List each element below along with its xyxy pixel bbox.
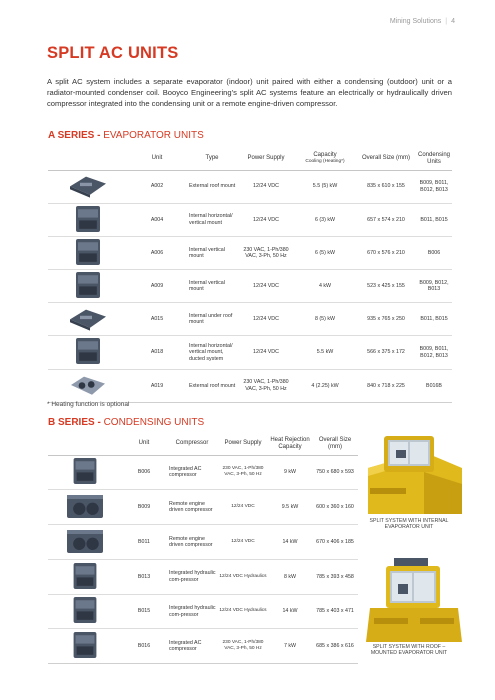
power-supply: 12/24 VDC — [231, 503, 255, 509]
column-header-power: Power Supply — [238, 148, 294, 170]
unit-code: B006 — [137, 469, 151, 476]
evaporator-unit-image — [68, 205, 108, 235]
heat-rejection: 7 kW — [283, 643, 297, 650]
unit-type: Internal under roof mount — [189, 312, 233, 326]
overall-size: 600 x 360 x 160 — [316, 503, 354, 510]
overall-size: 685 x 386 x 616 — [316, 643, 354, 650]
series-a-prefix: A SERIES - — [48, 130, 101, 141]
unit-code: B015 — [137, 608, 151, 615]
evaporator-unit-image — [68, 171, 108, 201]
column-header-type: Type — [186, 148, 238, 170]
unit-code: B011 — [138, 538, 150, 545]
unit-image-cell — [48, 455, 122, 490]
table-row — [48, 559, 358, 594]
heat-rejection: 14 kW — [282, 608, 298, 615]
column-header-size: Overall Size (mm) — [356, 148, 416, 170]
overall-size: 935 x 765 x 250 — [367, 316, 405, 323]
overall-size: 840 x 718 x 225 — [367, 382, 405, 389]
column-header-unit: Unit — [128, 148, 186, 170]
series-a-heading — [48, 130, 204, 141]
unit-image-cell — [48, 559, 122, 594]
header-separator: | — [445, 18, 448, 25]
unit-code: B013 — [137, 573, 151, 580]
mining-vehicle-cab-illustration — [364, 428, 464, 516]
unit-code: A004 — [150, 216, 164, 223]
series-b-title: CONDENSING UNITS — [103, 417, 205, 428]
capacity: 4 (2.25) kW — [311, 382, 339, 389]
condensing-unit-image — [66, 527, 104, 557]
condensing-unit-image — [66, 492, 104, 522]
compressor: Integrated AC compressor — [169, 639, 202, 653]
capacity: 5.5 kW — [316, 349, 334, 356]
column-header-image — [48, 433, 122, 455]
overall-size: 566 x 375 x 172 — [367, 349, 405, 356]
capacity: 6 (5) kW — [314, 249, 335, 256]
column-header-condensing: Condensing Units — [416, 148, 452, 170]
evaporator-units-table — [48, 148, 452, 403]
table-row — [48, 336, 452, 369]
series-b-prefix: B SERIES - — [48, 417, 101, 428]
table-row — [48, 525, 358, 560]
unit-image-cell — [48, 369, 128, 402]
caption-internal: SPLIT SYSTEM WITH INTERNAL EVAPORATOR UNIT — [369, 518, 449, 531]
unit-code: A018 — [150, 349, 164, 356]
unit-image-cell — [48, 525, 122, 560]
page-header — [390, 18, 455, 25]
unit-image-cell — [48, 170, 128, 203]
unit-code: A015 — [150, 316, 164, 323]
capacity-header-sub: Cooling (Heating*) — [305, 159, 345, 165]
condensing-units-table — [48, 433, 358, 664]
unit-image-cell — [48, 270, 128, 303]
unit-code: A019 — [150, 382, 164, 389]
overall-size: 657 x 574 x 210 — [367, 216, 405, 223]
power-supply: 230 VAC, 1-Ph/380 VAC, 3-Ph, 50 Hz — [243, 379, 289, 392]
page-title: SPLIT AC UNITS — [47, 44, 179, 62]
unit-image-cell — [48, 236, 128, 269]
unit-image-cell — [48, 203, 128, 236]
table-header-row — [48, 148, 452, 170]
capacity: 5.5 (5) kW — [312, 183, 338, 190]
table-row — [48, 203, 452, 236]
power-supply: 12/24 VDC Hydraulics — [219, 573, 267, 579]
series-b-heading — [48, 417, 204, 428]
overall-size: 835 x 610 x 155 — [367, 183, 405, 190]
split-system-internal-image — [364, 428, 464, 516]
footnote: * Heating function is optional — [47, 401, 130, 408]
power-supply: 230 VAC, 1-Ph/380 VAC, 3-Ph, 50 Hz — [222, 465, 264, 478]
evaporator-unit-image — [68, 304, 108, 334]
power-supply: 12/24 VDC — [253, 349, 279, 356]
overall-size: 785 x 393 x 458 — [316, 573, 354, 580]
column-header-capacity — [294, 148, 356, 170]
overall-size: 523 x 425 x 155 — [367, 282, 405, 289]
table-row — [48, 629, 358, 664]
column-header-heat-rejection: Heat Rejection Capacity — [268, 433, 312, 455]
condensing-units: B009, B011, B012, B013 — [419, 180, 449, 193]
condensing-units: B009, B012, B013 — [419, 279, 449, 293]
heat-rejection: 9.5 kW — [281, 503, 299, 510]
column-header-power: Power Supply — [218, 433, 268, 455]
unit-code: B009 — [137, 503, 151, 510]
column-header-image — [48, 148, 128, 170]
column-header-size: Overall Size (mm) — [312, 433, 358, 455]
condensing-unit-image — [66, 596, 104, 626]
capacity: 4 kW — [318, 282, 332, 289]
unit-image-cell — [48, 629, 122, 664]
condensing-units: B011, B015 — [420, 216, 448, 223]
heat-rejection: 9 kW — [283, 469, 297, 476]
unit-image-cell — [48, 336, 128, 369]
table-row — [48, 369, 452, 402]
intro-paragraph: A split AC system includes a separate evaporator (indoor) unit paired with either a condensing (outdoor) unit or a radiator-mounted condenser coil. Booyco Engineering’s split AC systems feature an electrically or hydraulically driven compressor integrated into the condensing unit or a remote engine-driven compressor. — [47, 77, 452, 109]
power-supply: 230 VAC, 1-Ph/380 VAC, 3-Ph, 50 Hz — [222, 639, 264, 652]
unit-image-cell — [48, 490, 122, 525]
unit-code: B016 — [137, 643, 151, 650]
page-number: 4 — [451, 18, 455, 25]
unit-type: Internal horizontal/ vertical mount, ducted system — [189, 342, 233, 362]
overall-size: 785 x 403 x 471 — [316, 608, 354, 615]
unit-code: A006 — [150, 249, 164, 256]
table-row — [48, 236, 452, 269]
power-supply: 12/24 VDC — [253, 282, 279, 289]
evaporator-unit-image — [68, 337, 108, 367]
overall-size: 670 x 576 x 210 — [367, 249, 405, 256]
unit-type: Internal vertical mount — [189, 246, 225, 259]
mining-vehicle-roof-unit-illustration — [364, 556, 464, 644]
unit-type: External roof mount — [189, 183, 236, 190]
unit-code: A002 — [150, 183, 164, 190]
power-supply: 12/24 VDC — [253, 316, 279, 323]
unit-image-cell — [48, 303, 128, 336]
table-row — [48, 455, 358, 490]
compressor: Remote engine driven compressor — [169, 500, 213, 514]
capacity: 8 (5) kW — [314, 316, 335, 323]
table-row — [48, 594, 358, 629]
condensing-unit-image — [66, 457, 104, 487]
condensing-units: B006 — [427, 249, 441, 256]
unit-type: External roof mount — [189, 382, 236, 389]
evaporator-unit-image — [68, 371, 108, 401]
heat-rejection: 14 kW — [282, 538, 298, 545]
evaporator-unit-image — [68, 271, 108, 301]
heat-rejection: 8 kW — [283, 573, 297, 580]
table-row — [48, 303, 452, 336]
power-supply: 12/24 VDC — [253, 216, 279, 223]
caption-roof: SPLIT SYSTEM WITH ROOF – MOUNTED EVAPORATOR UNIT — [370, 644, 448, 657]
table-header-row — [48, 433, 358, 455]
evaporator-unit-image — [68, 238, 108, 268]
compressor: Remote engine driven compressor — [169, 535, 213, 548]
power-supply: 12/24 VDC — [231, 538, 255, 544]
table-row — [48, 270, 452, 303]
power-supply: 12/24 VDC — [253, 183, 279, 190]
condensing-unit-image — [66, 631, 104, 661]
capacity-header-label: Capacity — [313, 152, 337, 159]
condensing-units: B011, B015 — [420, 316, 448, 323]
column-header-unit: Unit — [122, 433, 166, 455]
compressor: Integrated hydraulic com-pressor — [169, 570, 216, 583]
overall-size: 750 x 680 x 593 — [316, 469, 354, 476]
unit-type: Internal horizontal/ vertical mount — [189, 213, 233, 226]
capacity: 6 (3) kW — [314, 216, 335, 223]
series-a-title: EVAPORATOR UNITS — [103, 130, 204, 141]
unit-type: Internal vertical mount — [189, 279, 225, 293]
condensing-units: B009, B011, B012, B013 — [419, 346, 449, 359]
condensing-unit-image — [66, 562, 104, 592]
column-header-compressor: Compressor — [166, 433, 218, 455]
power-supply: 230 VAC, 1-Ph/380 VAC, 3-Ph, 50 Hz — [243, 246, 289, 259]
overall-size: 670 x 406 x 185 — [316, 538, 354, 545]
split-system-roof-image — [364, 556, 464, 644]
condensing-units: B016B — [426, 382, 442, 389]
document-title: Mining Solutions — [389, 18, 442, 25]
power-supply: 12/24 VDC Hydraulics — [219, 608, 267, 614]
table-row — [48, 490, 358, 525]
unit-code: A009 — [150, 282, 164, 289]
compressor: Integrated AC compressor — [169, 465, 202, 479]
unit-image-cell — [48, 594, 122, 629]
table-row — [48, 170, 452, 203]
compressor: Integrated hydraulic com-pressor — [169, 605, 216, 618]
